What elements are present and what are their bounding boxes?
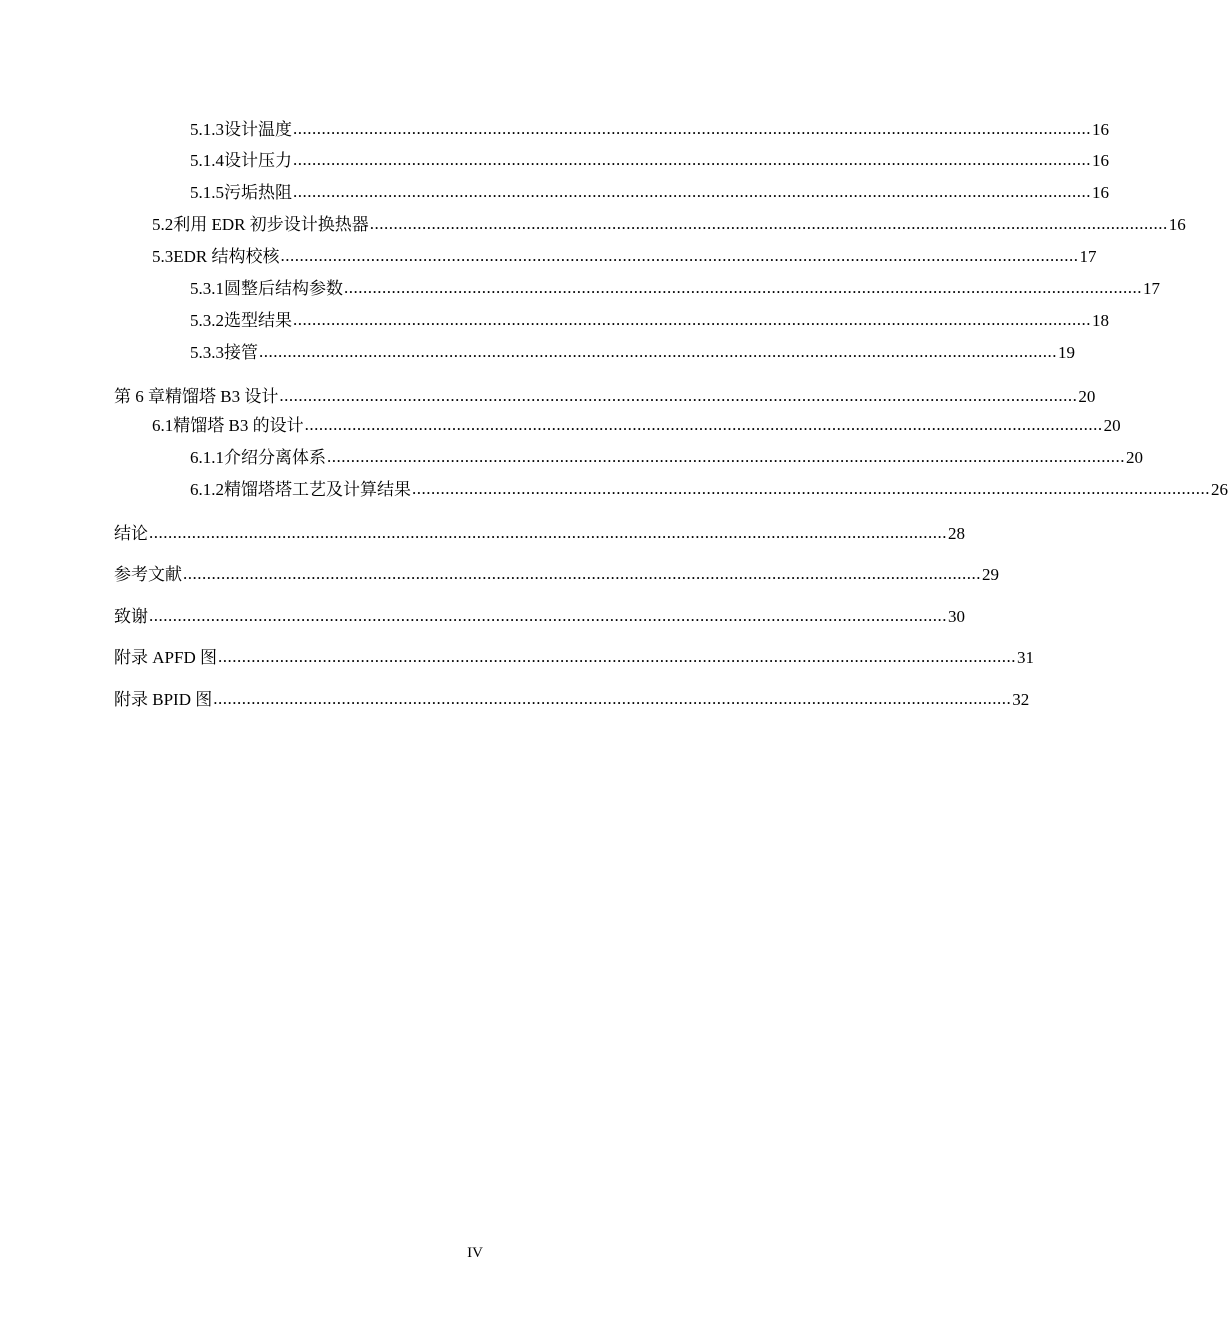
toc-entry-number: 5.2 bbox=[152, 215, 174, 234]
toc-entry-acknowledgements[interactable] bbox=[114, 606, 965, 628]
toc-entry-number: 5.3.2 bbox=[190, 311, 224, 330]
page-number-footer: IV bbox=[467, 1245, 483, 1261]
toc-entry-page: 17 bbox=[1079, 247, 1097, 266]
toc-entry-title: 介绍分离体系 bbox=[224, 448, 326, 467]
toc-entry-page: 31 bbox=[1016, 648, 1034, 667]
toc-entry-page: 16 bbox=[1092, 183, 1109, 202]
toc-entry-title: 精馏塔塔工艺及计算结果 bbox=[224, 480, 411, 499]
toc-entry-page: 16 bbox=[1092, 120, 1109, 139]
dot-leader: ........................................................................................................................................................................ bbox=[213, 689, 1012, 708]
dot-leader: ........................................................................................................................................................................ bbox=[412, 479, 1210, 498]
dot-leader: ........................................................................................................................................................................ bbox=[259, 342, 1057, 361]
dot-leader: ........................................................................................................................................................................ bbox=[304, 415, 1103, 434]
toc-chapter-entry[interactable] bbox=[114, 386, 1096, 408]
toc-entry-title: 圆整后结构参数 bbox=[224, 279, 343, 298]
toc-entry-page: 16 bbox=[1168, 215, 1186, 234]
toc-entry[interactable] bbox=[190, 447, 1143, 469]
dot-leader: ........................................................................................................................................................................ bbox=[217, 647, 1016, 666]
toc-entry-conclusion[interactable] bbox=[114, 523, 965, 545]
toc-entry-number: 5.3.3 bbox=[190, 343, 224, 362]
toc-entry-title: PFD 图 bbox=[164, 648, 217, 667]
dot-leader: ........................................................................................................................................................................ bbox=[149, 606, 947, 625]
dot-leader: ........................................................................................................................................................................ bbox=[279, 386, 1078, 405]
toc-entry-page: 17 bbox=[1143, 279, 1160, 298]
toc-entry-page: 20 bbox=[1103, 416, 1121, 435]
toc-entry-number: 5.3.1 bbox=[190, 279, 224, 298]
dot-leader: ........................................................................................................................................................................ bbox=[280, 246, 1079, 265]
toc-entry-number: 6.1.2 bbox=[190, 480, 224, 499]
toc-entry-title: 致谢 bbox=[114, 607, 148, 626]
toc-entry[interactable] bbox=[190, 278, 1160, 300]
toc-entry-page: 30 bbox=[948, 607, 965, 626]
dot-leader: ........................................................................................................................................................................ bbox=[327, 447, 1125, 466]
toc-entry-appendix-b[interactable] bbox=[114, 689, 1030, 711]
toc-entry-title: 结论 bbox=[114, 524, 148, 543]
toc-entry-references[interactable] bbox=[114, 564, 999, 586]
dot-leader: ........................................................................................................................................................................ bbox=[293, 119, 1091, 138]
toc-entry[interactable] bbox=[190, 342, 1075, 364]
toc-entry-title: 参考文献 bbox=[114, 565, 182, 584]
toc-entry-page: 20 bbox=[1078, 387, 1096, 406]
dot-leader: ........................................................................................................................................................................ bbox=[293, 182, 1091, 201]
toc-entry-title: PID 图 bbox=[163, 690, 213, 709]
toc-entry-page: 20 bbox=[1126, 448, 1143, 467]
toc-entry-page: 16 bbox=[1092, 151, 1109, 170]
dot-leader: ........................................................................................................................................................................ bbox=[293, 150, 1091, 169]
dot-leader: ........................................................................................................................................................................ bbox=[149, 523, 947, 542]
toc-entry-page: 28 bbox=[948, 524, 965, 543]
toc-entry-page: 18 bbox=[1092, 311, 1109, 330]
toc-entry-number: 5.3 bbox=[152, 247, 174, 266]
toc-entry[interactable] bbox=[190, 182, 1109, 204]
toc-entry[interactable] bbox=[190, 479, 1228, 501]
toc-entry-number: 6.1.1 bbox=[190, 448, 224, 467]
toc-entry-number: 附录 B bbox=[114, 690, 164, 709]
toc-entry-title: EDR 结构校核 bbox=[173, 247, 280, 266]
toc-entry-title: 设计温度 bbox=[224, 120, 292, 139]
toc-entry-number: 5.1.5 bbox=[190, 183, 224, 202]
toc-entry-page: 19 bbox=[1058, 343, 1075, 362]
toc-entry[interactable] bbox=[152, 214, 1186, 236]
toc-entry[interactable] bbox=[152, 415, 1121, 437]
toc-entry-title: 选型结果 bbox=[224, 311, 292, 330]
toc-entry-title: 利用 EDR 初步设计换热器 bbox=[173, 215, 369, 234]
toc-entry[interactable] bbox=[152, 246, 1097, 268]
toc-entry-appendix-a[interactable] bbox=[114, 647, 1034, 669]
toc-entry-title: 精馏塔 B3 的设计 bbox=[173, 416, 304, 435]
toc-entry-number: 6.1 bbox=[152, 416, 174, 435]
toc-entry-number: 附录 A bbox=[114, 648, 165, 667]
toc-entry[interactable] bbox=[190, 119, 1109, 141]
toc-entry-title: 污垢热阻 bbox=[224, 183, 292, 202]
dot-leader: ........................................................................................................................................................................ bbox=[369, 214, 1168, 233]
toc-entry-page: 26 bbox=[1211, 480, 1228, 499]
dot-leader: ........................................................................................................................................................................ bbox=[293, 310, 1091, 329]
toc-entry-number: 5.1.3 bbox=[190, 120, 224, 139]
dot-leader: ........................................................................................................................................................................ bbox=[183, 564, 981, 583]
toc-entry-title: 设计压力 bbox=[224, 151, 292, 170]
toc-entry-page: 29 bbox=[982, 565, 999, 584]
toc-entry-number: 第 6 章 bbox=[114, 387, 165, 406]
toc-entry-title: 接管 bbox=[224, 343, 258, 362]
toc-entry-number: 5.1.4 bbox=[190, 151, 224, 170]
toc-entry[interactable] bbox=[190, 310, 1109, 332]
toc-entry[interactable] bbox=[190, 150, 1109, 172]
toc-entry-title: 精馏塔 B3 设计 bbox=[165, 387, 279, 406]
dot-leader: ........................................................................................................................................................................ bbox=[344, 278, 1142, 297]
toc-entry-page: 32 bbox=[1012, 690, 1030, 709]
